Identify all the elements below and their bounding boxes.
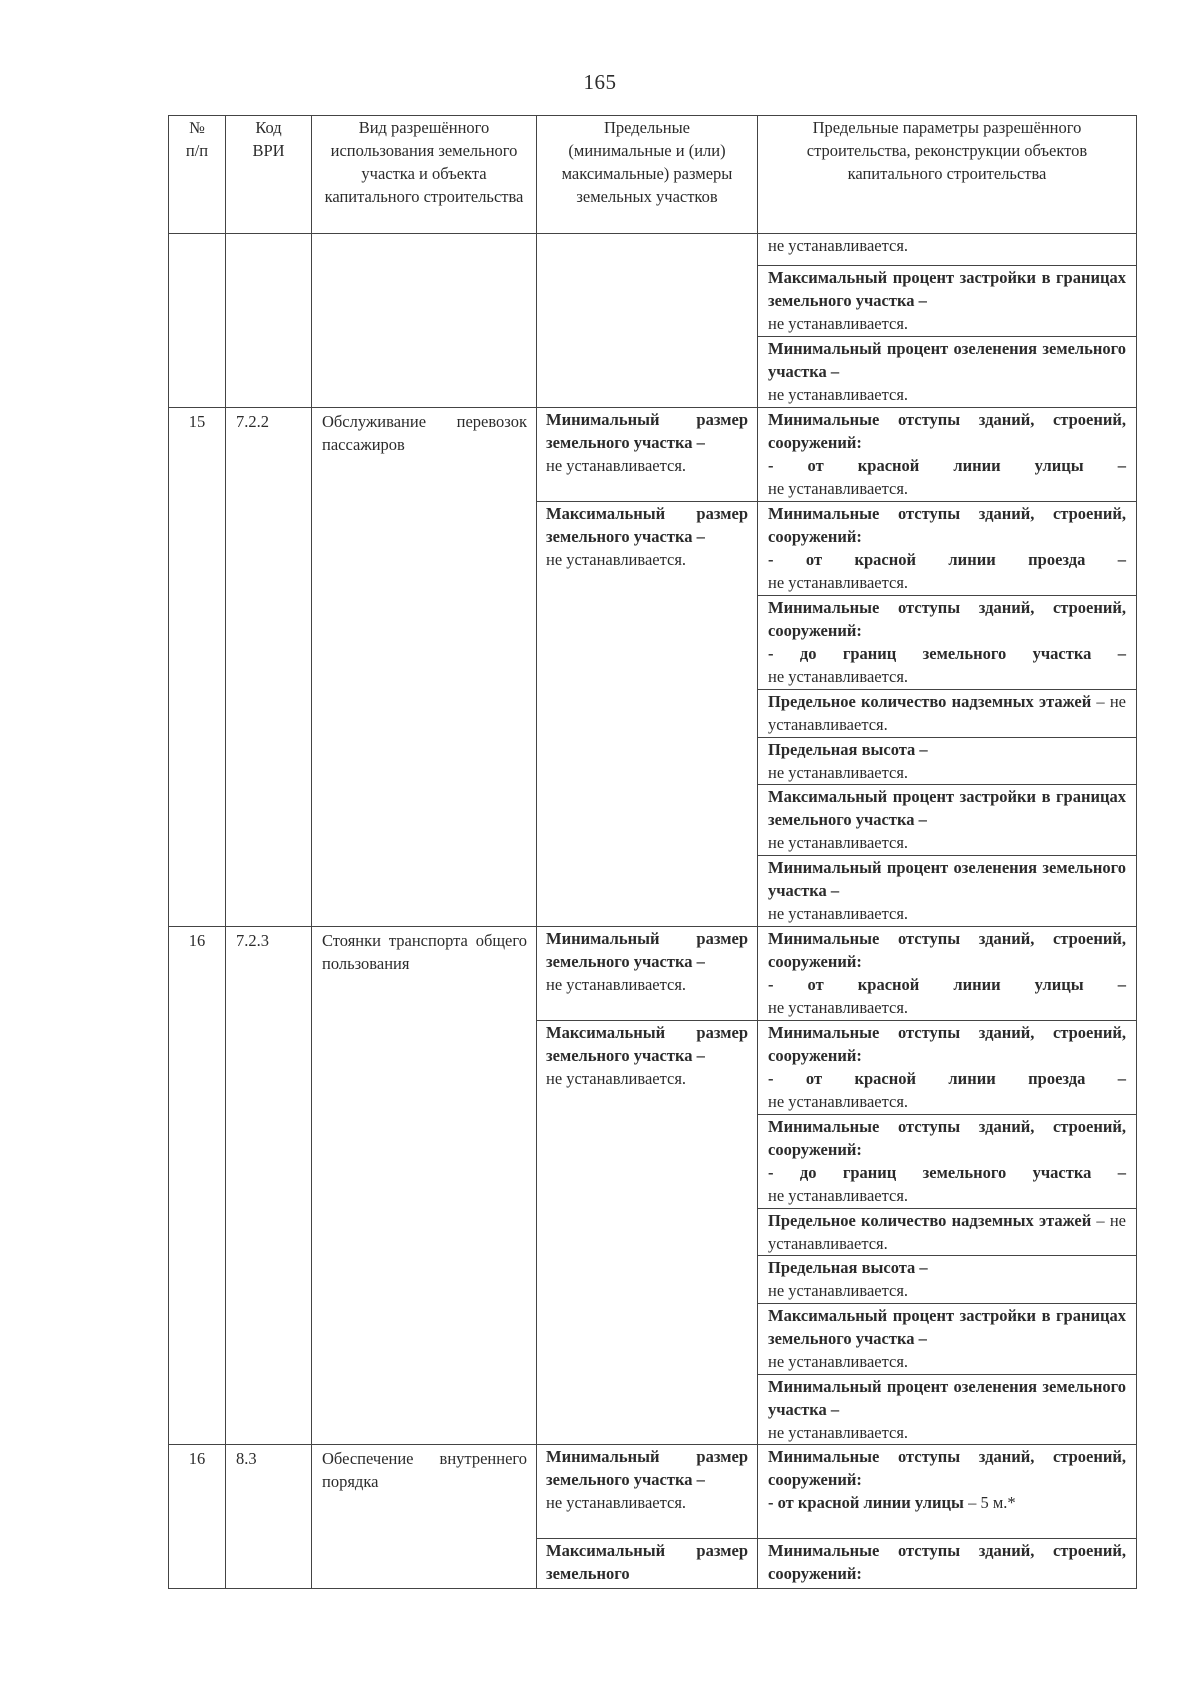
param-cell: Минимальные отступы зданий, строений, сооружений: - до границ земельного участка – не устанавливается. (758, 595, 1137, 689)
param-cell: не устанавливается. (758, 234, 1137, 266)
param-cell: Минимальные отступы зданий, строений, сооружений: - до границ земельного участка – не устанавливается. (758, 1114, 1137, 1208)
param-cell: Предельное количество надземных этажей – не устанавливается. (758, 690, 1137, 738)
regulations-table (168, 115, 1137, 1589)
param-cell: Минимальные отступы зданий, строений, сооружений: (758, 1539, 1137, 1589)
max-size-cell: Максимальный размер земельного участка – не устанавливается. (537, 501, 758, 926)
param-cell: Предельная высота – не устанавливается. (758, 737, 1137, 785)
row-num: 15 (169, 407, 226, 926)
param-cell: Минимальные отступы зданий, строений, сооружений: - от красной линии улицы – не устанавливается. (758, 926, 1137, 1020)
param-cell: Минимальный процент озеленения земельного участка – не устанавливается. (758, 855, 1137, 926)
param-cell: Минимальные отступы зданий, строений, сооружений: - от красной линии проезда – не устанавливается. (758, 501, 1137, 595)
param-cell: Предельная высота – не устанавливается. (758, 1256, 1137, 1304)
param-cell: Минимальные отступы зданий, строений, сооружений: - от красной линии проезда – не устанавливается. (758, 1020, 1137, 1114)
max-size-cell: Максимальный размер земельного участка – не устанавливается. (537, 1020, 758, 1445)
row-num: 16 (169, 926, 226, 1445)
min-size-cell: Минимальный размер земельного участка – не устанавливается. (537, 1445, 758, 1539)
header-num: № п/п (169, 116, 226, 234)
row-use: Обеспечение внутреннего порядка (312, 1445, 537, 1589)
min-size-cell: Минимальный размер земельного участка – не устанавливается. (537, 926, 758, 1020)
param-cell: Минимальные отступы зданий, строений, сооружений: - от красной линии улицы – не устанавливается. (758, 407, 1137, 501)
cont-use-cell (312, 234, 537, 408)
header-params: Предельные параметры разрешённого строительства, реконструкции объектов капитального строительства (758, 116, 1137, 234)
cont-code-cell (226, 234, 312, 408)
param-cell: Минимальный процент озеленения земельного участка – не устанавливается. (758, 337, 1137, 408)
param-cell: Максимальный процент застройки в границах земельного участка – не устанавливается. (758, 785, 1137, 856)
param-cell: Минимальные отступы зданий, строений, сооружений: - от красной линии улицы – 5 м.* (758, 1445, 1137, 1539)
header-code: Код ВРИ (226, 116, 312, 234)
header-use: Вид разрешённого использования земельного участка и объекта капитального строительства (312, 116, 537, 234)
param-cell: Максимальный процент застройки в границах земельного участка – не устанавливается. (758, 266, 1137, 337)
cont-num-cell (169, 234, 226, 408)
row-code: 8.3 (226, 1445, 312, 1589)
header-size: Предельные (минимальные и (или) максимальные) размеры земельных участков (537, 116, 758, 234)
row-num: 16 (169, 1445, 226, 1589)
row-code: 7.2.3 (226, 926, 312, 1445)
param-cell: Максимальный процент застройки в границах земельного участка – не устанавливается. (758, 1303, 1137, 1374)
row-code: 7.2.2 (226, 407, 312, 926)
row-use: Стоянки транспорта общего пользования (312, 926, 537, 1445)
cont-size-cell (537, 234, 758, 408)
param-cell: Минимальный процент озеленения земельного участка – не устанавливается. (758, 1374, 1137, 1445)
page-number: 165 (583, 70, 617, 94)
row-use: Обслуживание перевозок пассажиров (312, 407, 537, 926)
max-size-cell: Максимальный размер земельного (537, 1539, 758, 1589)
param-cell: Предельное количество надземных этажей – не устанавливается. (758, 1208, 1137, 1256)
min-size-cell: Минимальный размер земельного участка – не устанавливается. (537, 407, 758, 501)
